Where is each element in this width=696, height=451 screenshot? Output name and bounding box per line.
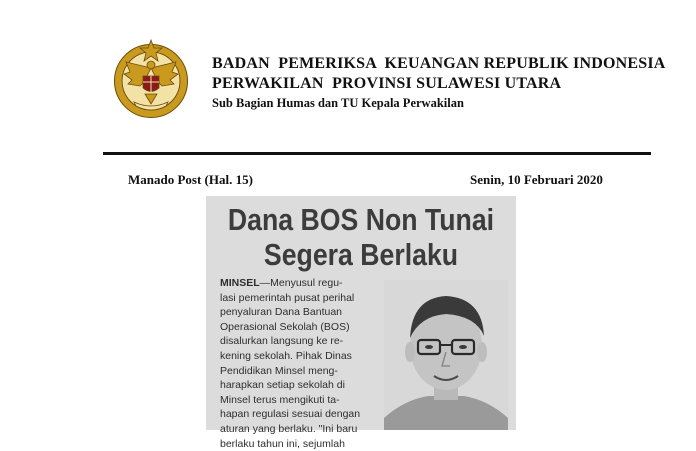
article-headline — [228, 202, 495, 272]
date-label: Senin, 10 Februari 2020 — [470, 172, 603, 187]
garuda-emblem-icon — [110, 38, 192, 120]
org-branch: PERWAKILAN PROVINSI SULAWESI UTARA — [212, 75, 562, 92]
article-body-text: —Menyusul regu- lasi pemerintah pusat perihal penyaluran Dana Bantuan Operasional Sekolah (BOS) disalurkan langsung ke re- kening sekolah. Pihak Dinas Pendidikan Minsel meng- harapkan setiap sekolah di Minsel terus mengikuti ta- hapan regulasi sesuai dengan aturan yang berlaku. "Ini baru berlaku tahun ini, sejumlah — [220, 277, 361, 450]
portrait-photo — [384, 280, 508, 430]
org-division: Sub Bagian Humas dan TU Kepala Perwakilan — [212, 96, 464, 110]
source-label: Manado Post (Hal. 15) — [128, 172, 253, 187]
headline-line1: Dana BOS Non Tunai — [227, 202, 495, 237]
organization-header — [212, 54, 666, 112]
org-name: BADAN PEMERIKSA KEUANGAN REPUBLIK INDONESIA — [212, 55, 666, 72]
headline-line2: Segera Berlaku — [263, 237, 459, 272]
header-divider — [103, 152, 651, 155]
article-dateline: MINSEL — [220, 277, 260, 289]
article-body — [220, 276, 380, 451]
newspaper-clipping — [206, 196, 516, 450]
